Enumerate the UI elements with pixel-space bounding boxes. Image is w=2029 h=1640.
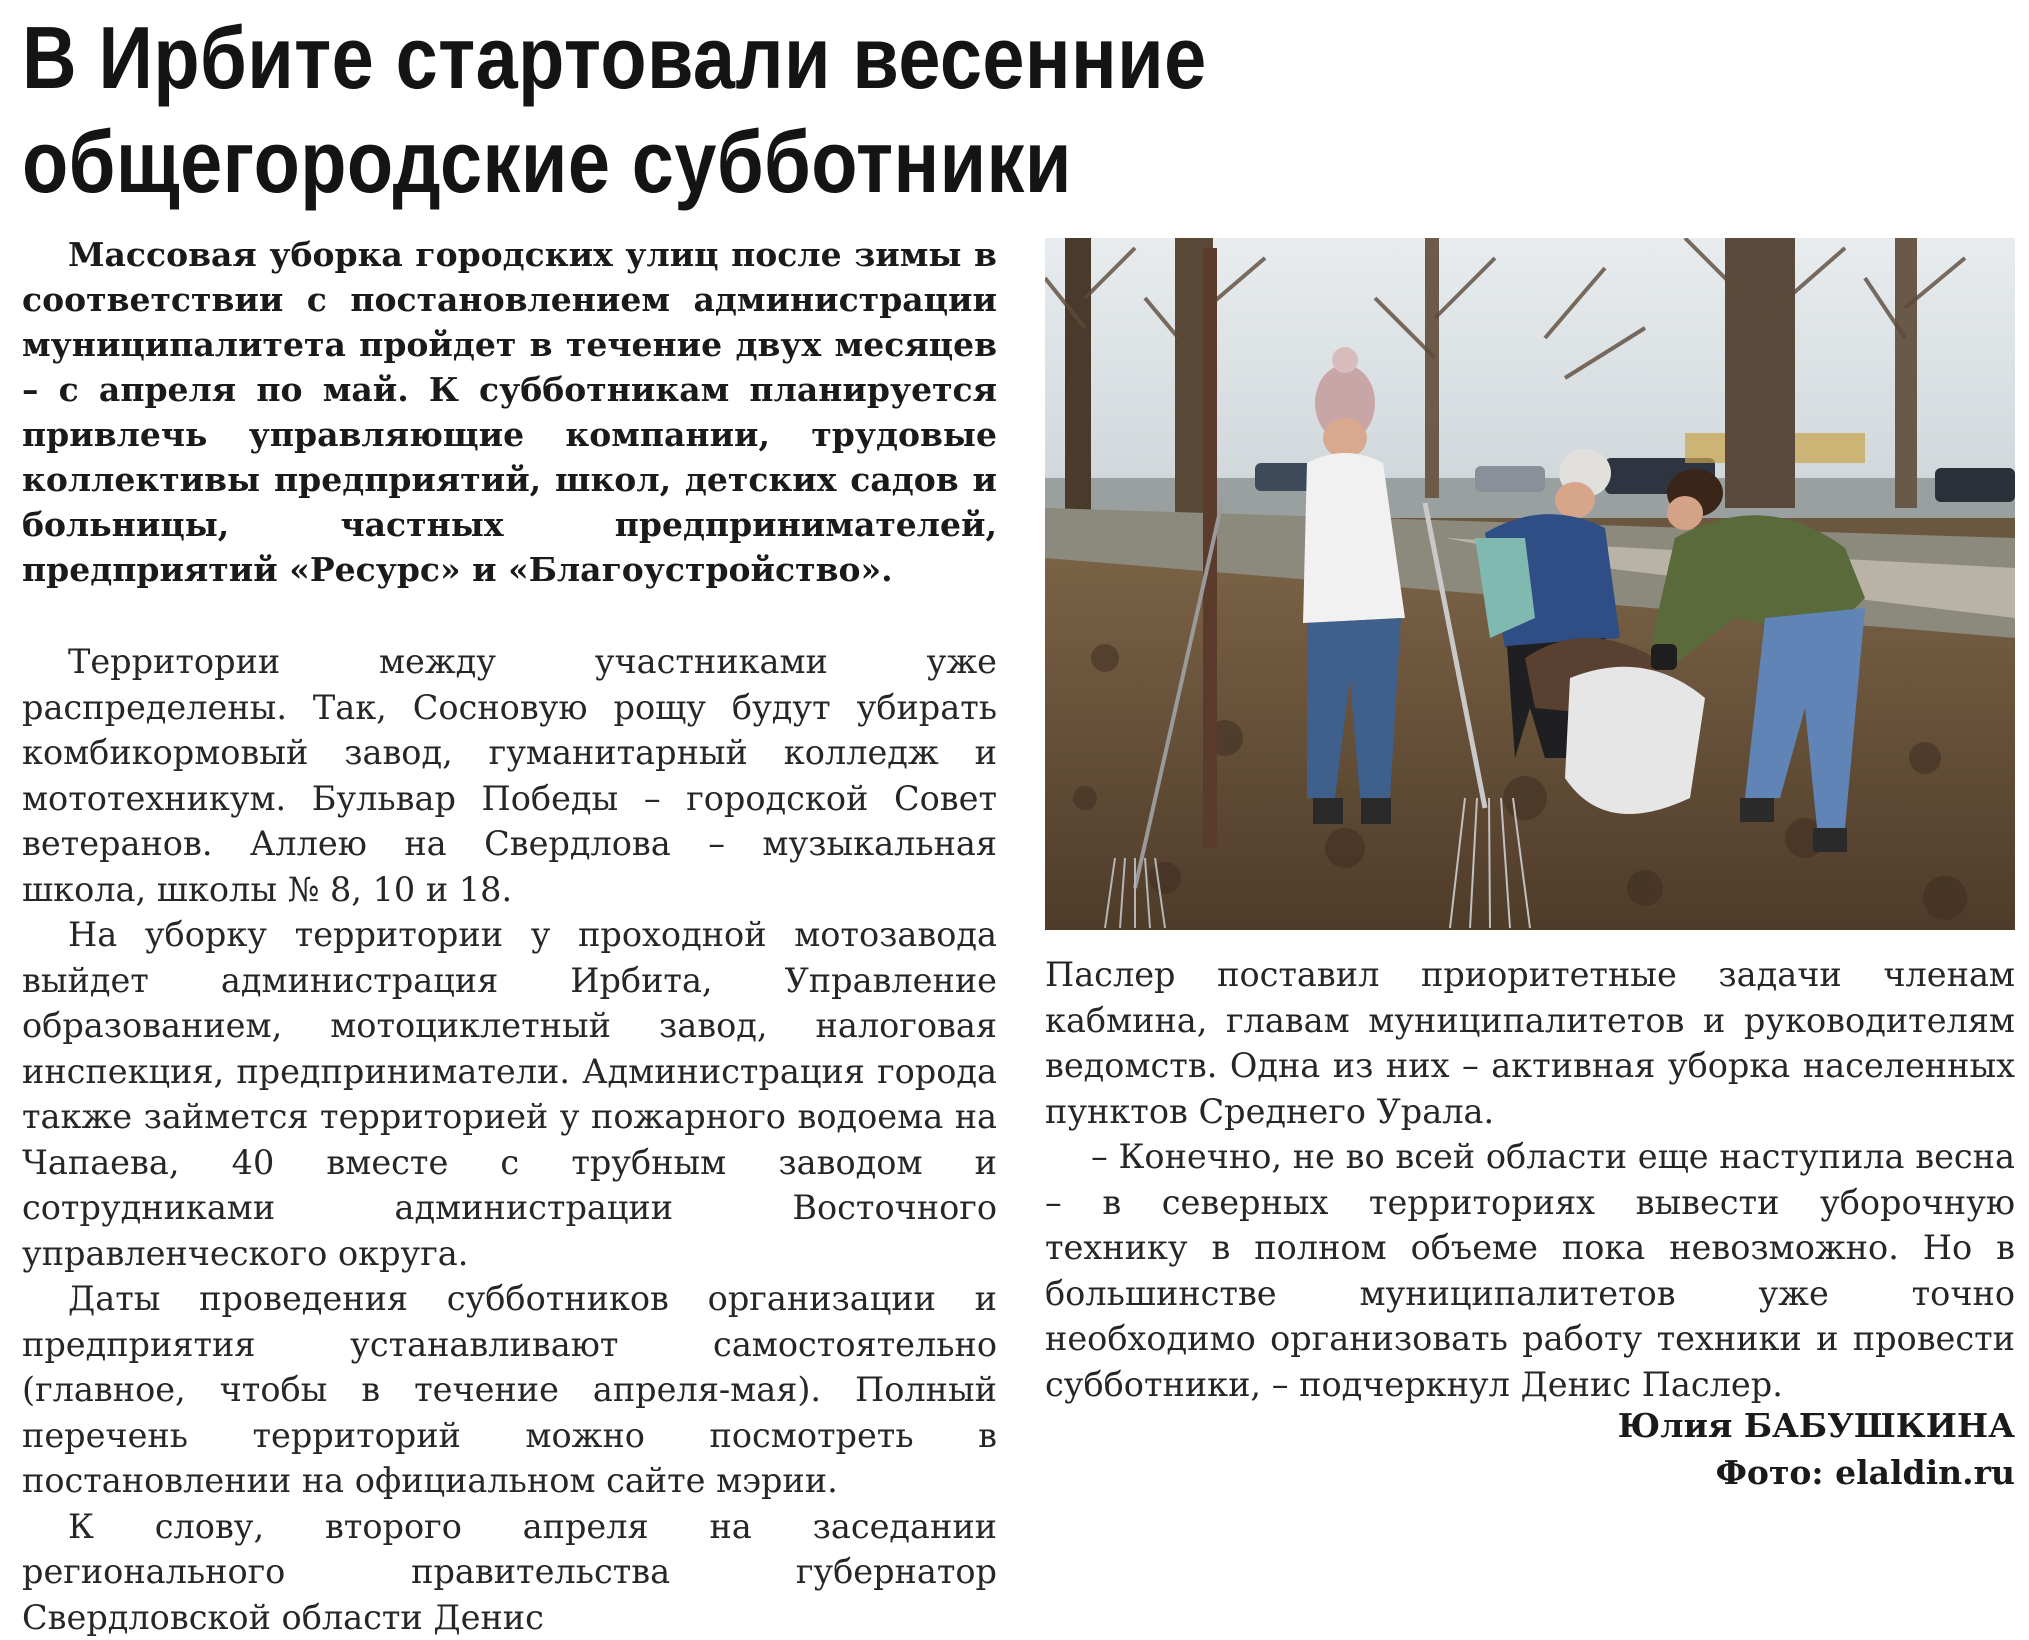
left-column xyxy=(22,232,997,1640)
article-photo xyxy=(1045,238,2015,930)
right-column xyxy=(1045,952,2015,1407)
photo-illustration xyxy=(1045,238,2015,930)
author-name: Юлия БАБУШКИНА xyxy=(1618,1402,2015,1449)
body-paragraph: На уборку территории у проходной мотозавода выйдет администрация Ирбита, Управление образованием, мотоциклетный завод, налоговая инспекция, предприниматели. Администрация города также займется территорией у пожарного водоема на Чапаева, 40 вместе с трубным заводом и сотрудниками администрации Восточного управленческого округа. xyxy=(22,912,997,1276)
body-paragraph: Территории между участниками уже распределены. Так, Сосновую рощу будут убирать комбикормовый завод, гуманитарный колледж и мототехникум. Бульвар Победы – городской Совет ветеранов. Аллею на Свердлова – музыкальная школа, школы № 8, 10 и 18. xyxy=(22,639,997,912)
body-paragraph: К слову, второго апреля на заседании регионального правительства губернатор Свердловской области Денис xyxy=(22,1504,997,1640)
quote-paragraph: – Конечно, не во всей области еще наступила весна – в северных территориях вывести уборочную технику в полном объеме пока невозможно. Но в большинстве муниципалитетов уже точно необходимо организовать работу техники и провести субботники, – подчеркнул Денис Паслер. xyxy=(1045,1134,2015,1407)
lead-paragraph: Массовая уборка городских улиц после зимы в соответствии с постановлением администрации муниципалитета пройдет в течение двух месяцев – с апреля по май. К субботникам планируется привлечь управляющие компании, трудовые коллективы предприятий, школ, детских садов и больницы, частных предпринимателей, предприятий «Ресурс» и «Благоустройство». xyxy=(22,232,997,592)
photo-credit: Фото: elaldin.ru xyxy=(1618,1449,2015,1496)
article-credits xyxy=(1618,1402,2015,1496)
body-paragraph: Паслер поставил приоритетные задачи членам кабмина, главам муниципалитетов и руководителям ведомств. Одна из них – активная уборка населенных пунктов Среднего Урала. xyxy=(1045,952,2015,1134)
body-paragraph: Даты проведения субботников организации и предприятия устанавливают самостоятельно (главное, чтобы в течение апреля-мая). Полный перечень территорий можно посмотреть в постановлении на официальном сайте мэрии. xyxy=(22,1276,997,1504)
article-headline: В Ирбите стартовали весенние общегородские субботники xyxy=(22,6,1398,214)
